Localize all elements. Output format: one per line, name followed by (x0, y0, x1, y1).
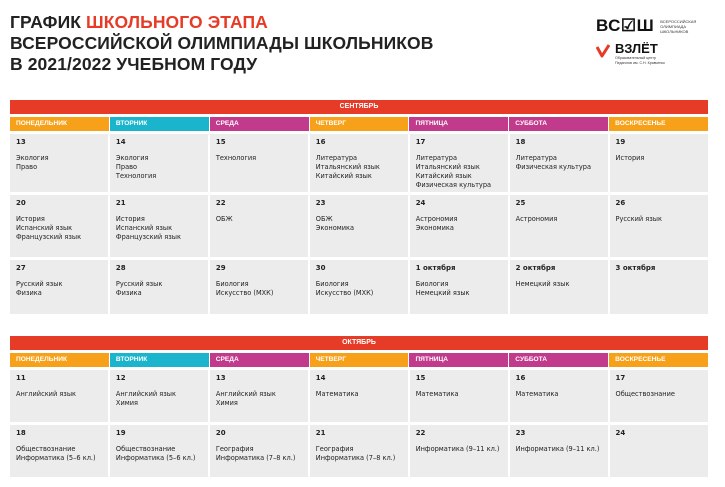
day-date: 18 (515, 138, 526, 146)
subject-item: Информатика (5–6 кл.) (115, 454, 196, 462)
weekday-label: ЧЕТВЕРГ (310, 353, 410, 367)
month-title: ОКТЯБРЬ (10, 336, 708, 350)
subject-list (216, 280, 302, 298)
subject-item: Экология (16, 154, 49, 162)
day-cell (410, 195, 508, 257)
subject-list (316, 215, 402, 233)
subject-item: ОБЖ (315, 215, 333, 223)
day-date: 24 (415, 199, 426, 207)
vzlet-logo (596, 42, 711, 65)
day-date: 12 (115, 374, 126, 382)
day-date: 3 октября (615, 264, 656, 272)
subject-list (516, 215, 602, 224)
title-prefix: ГРАФИК (10, 12, 87, 32)
day-cell (610, 370, 708, 422)
day-cell (10, 260, 108, 314)
day-cell (10, 425, 108, 477)
weekday-header (10, 117, 708, 131)
day-date: 15 (415, 374, 426, 382)
subject-item: Физическая культура (415, 181, 492, 189)
weekday-label: ВОСКРЕСЕНЬЕ (609, 353, 708, 367)
subject-item: Литература (515, 154, 557, 162)
subject-item: Итальянский язык (415, 163, 480, 171)
day-date: 22 (415, 429, 426, 437)
subject-item: Испанский язык (115, 224, 173, 232)
vsosh-logo (596, 16, 711, 36)
subject-item: Информатика (7–8 кл.) (215, 454, 296, 462)
subject-list (116, 154, 202, 181)
subject-item: Математика (515, 390, 559, 398)
day-cell (510, 195, 608, 257)
vzlet-text-line: Образовательный центр (615, 56, 656, 60)
subject-item: География (215, 445, 254, 453)
subject-item: Информатика (9–11 кл.) (515, 445, 600, 453)
subject-item: Русский язык (615, 215, 662, 223)
day-cell (310, 425, 408, 477)
subject-item: Английский язык (115, 390, 176, 398)
day-cell (210, 260, 308, 314)
subject-item: Информатика (9–11 кл.) (415, 445, 500, 453)
subject-list (416, 215, 502, 233)
day-date: 29 (215, 264, 226, 272)
subject-item: Физика (115, 289, 142, 297)
calendar-october (10, 336, 708, 477)
subject-item: Обществознание (615, 390, 675, 398)
subject-list (16, 154, 102, 172)
subject-item: Право (115, 163, 138, 171)
day-date: 2 октября (515, 264, 556, 272)
weekday-label: СРЕДА (210, 353, 310, 367)
weekday-label: ПЯТНИЦА (409, 353, 509, 367)
subject-list (116, 280, 202, 298)
day-date: 17 (615, 374, 626, 382)
subject-item: Экономика (415, 224, 454, 232)
day-cell (510, 425, 608, 477)
subject-item: Экология (115, 154, 149, 162)
weekday-label: ЧЕТВЕРГ (310, 117, 410, 131)
day-cell (410, 260, 508, 314)
subject-list (416, 445, 502, 454)
subject-item: Физика (16, 289, 42, 297)
subject-list (216, 215, 302, 224)
subject-list (416, 154, 502, 190)
weekday-label: ВТОРНИК (110, 117, 210, 131)
weekday-label: СРЕДА (210, 117, 310, 131)
subject-item: Французский язык (115, 233, 181, 241)
weekday-label: ПОНЕДЕЛЬНИК (10, 353, 110, 367)
weekday-label: СУББОТА (509, 353, 609, 367)
day-cell (210, 195, 308, 257)
subject-item: Китайский язык (415, 172, 472, 180)
month-title: СЕНТЯБРЬ (10, 100, 708, 114)
vsosh-text-line: ОЛИМПИАДА (660, 23, 687, 29)
day-cell (610, 134, 708, 192)
day-date: 19 (115, 429, 126, 437)
day-date: 11 (16, 374, 26, 382)
vzlet-check-icon (596, 44, 610, 58)
day-cell (210, 425, 308, 477)
subject-list (616, 215, 702, 224)
day-cell (510, 370, 608, 422)
day-date: 13 (16, 138, 26, 146)
subject-list (116, 445, 202, 463)
subject-item: Астрономия (415, 215, 458, 223)
day-cell (410, 425, 508, 477)
subject-item: Искусство (МХК) (315, 289, 374, 297)
subject-list (316, 445, 402, 463)
subject-item: Литература (415, 154, 458, 162)
subject-item: Английский язык (215, 390, 276, 398)
day-date: 16 (315, 138, 326, 146)
day-date: 18 (16, 429, 26, 437)
subject-item: Литература (315, 154, 358, 162)
week-row (10, 370, 708, 422)
day-cell (310, 134, 408, 192)
subject-list (16, 280, 102, 298)
subject-item: Биология (415, 280, 449, 288)
subject-list (16, 445, 102, 463)
subject-list (516, 154, 602, 172)
day-date: 14 (315, 374, 326, 382)
subject-item: Биология (215, 280, 249, 288)
day-cell (210, 134, 308, 192)
day-cell (110, 370, 208, 422)
title-line-3: В 2021/2022 УЧЕБНОМ ГОДУ (10, 54, 258, 74)
subject-item: Немецкий язык (515, 280, 570, 288)
subject-list (616, 154, 702, 163)
subject-item: Испанский язык (16, 224, 73, 232)
day-date: 14 (115, 138, 126, 146)
day-cell (10, 134, 108, 192)
week-row (10, 260, 708, 314)
day-date: 1 октября (415, 264, 456, 272)
subject-list (416, 280, 502, 298)
day-date: 26 (615, 199, 626, 207)
subject-item: Математика (315, 390, 359, 398)
subject-list (516, 445, 602, 454)
subject-item: Информатика (5–6 кл.) (16, 454, 96, 462)
subject-list (516, 280, 602, 289)
day-cell (310, 370, 408, 422)
subject-list (516, 390, 602, 399)
subject-item: Русский язык (115, 280, 163, 288)
subject-item: Информатика (7–8 кл.) (315, 454, 396, 462)
day-cell (510, 260, 608, 314)
subject-list (116, 390, 202, 408)
weekday-label: СУББОТА (509, 117, 609, 131)
day-date: 23 (315, 199, 326, 207)
weekday-header (10, 353, 708, 367)
day-cell (610, 260, 708, 314)
subject-item: Технология (215, 154, 257, 162)
weekday-label: ПОНЕДЕЛЬНИК (10, 117, 110, 131)
title-accent: ШКОЛЬНОГО ЭТАПА (86, 12, 268, 32)
day-date: 19 (615, 138, 626, 146)
subject-item: ОБЖ (215, 215, 233, 223)
day-cell (510, 134, 608, 192)
subject-item: Искусство (МХК) (215, 289, 274, 297)
subject-item: Химия (215, 399, 238, 407)
vsosh-logo-mark: ВС☑Ш (596, 16, 655, 35)
day-cell (410, 370, 508, 422)
subject-list (316, 154, 402, 181)
subject-item: Биология (315, 280, 349, 288)
vzlet-logo-text (615, 56, 665, 65)
day-cell (10, 370, 108, 422)
weekday-label: ВТОРНИК (110, 353, 210, 367)
subject-list (316, 390, 402, 399)
day-date: 23 (515, 429, 526, 437)
subject-item: Русский язык (16, 280, 63, 288)
day-date: 16 (515, 374, 526, 382)
day-cell (110, 195, 208, 257)
subject-item: Французский язык (16, 233, 82, 241)
subject-item: География (315, 445, 354, 453)
day-date: 13 (215, 374, 226, 382)
day-date: 20 (215, 429, 226, 437)
day-date: 30 (315, 264, 326, 272)
subject-item: Английский язык (16, 390, 77, 398)
day-date: 17 (415, 138, 426, 146)
subject-item: История (115, 215, 145, 223)
weekday-label: ПЯТНИЦА (409, 117, 509, 131)
day-date: 25 (515, 199, 526, 207)
subject-item: Немецкий язык (415, 289, 470, 297)
subject-item: Обществознание (115, 445, 176, 453)
page-header (10, 12, 434, 75)
logos (596, 16, 711, 65)
day-cell (110, 260, 208, 314)
day-cell (210, 370, 308, 422)
subject-list (416, 390, 502, 399)
day-cell (110, 134, 208, 192)
weekday-label: ВОСКРЕСЕНЬЕ (609, 117, 708, 131)
subject-item: Астрономия (515, 215, 558, 223)
vsosh-logo-text (660, 19, 696, 34)
title-line-2: ВСЕРОССИЙСКОЙ ОЛИМПИАДЫ ШКОЛЬНИКОВ (10, 33, 434, 53)
day-date: 21 (315, 429, 326, 437)
day-cell (310, 260, 408, 314)
subject-list (216, 390, 302, 408)
subject-list (216, 445, 302, 463)
day-date: 28 (115, 264, 126, 272)
day-date: 15 (215, 138, 226, 146)
day-cell (10, 195, 108, 257)
subject-item: Технология (115, 172, 157, 180)
calendar-september (10, 100, 708, 314)
subject-list (216, 154, 302, 163)
day-cell (310, 195, 408, 257)
vsosh-text-line: ВСЕРОССИЙСКАЯ (660, 18, 697, 24)
subject-item: Итальянский язык (315, 163, 380, 171)
subject-list (116, 215, 202, 242)
day-cell (410, 134, 508, 192)
subject-item: Право (16, 163, 38, 171)
subject-item: Обществознание (16, 445, 76, 453)
subject-list (16, 215, 102, 242)
title-line-1 (10, 12, 434, 33)
week-row (10, 195, 708, 257)
day-cell (610, 195, 708, 257)
week-row (10, 425, 708, 477)
day-date: 24 (615, 429, 626, 437)
subject-item: Китайский язык (315, 172, 372, 180)
subject-item: Химия (115, 399, 138, 407)
subject-item: Экономика (315, 224, 355, 232)
vsosh-text-line: ШКОЛЬНИКОВ (660, 28, 689, 34)
day-date: 21 (115, 199, 126, 207)
subject-list (316, 280, 402, 298)
subject-list (16, 390, 102, 399)
subject-item: Математика (415, 390, 459, 398)
day-date: 22 (215, 199, 226, 207)
subject-item: История (615, 154, 645, 162)
vzlet-text-line: Педагогов им. С.Н. Кравченко (615, 60, 665, 65)
day-date: 20 (16, 199, 26, 207)
day-date: 27 (16, 264, 26, 272)
vzlet-logo-mark: ВЗЛЁТ (615, 41, 658, 56)
day-cell (610, 425, 708, 477)
subject-item: Физическая культура (515, 163, 591, 171)
subject-list (616, 390, 702, 399)
subject-item: История (16, 215, 45, 223)
week-row (10, 134, 708, 192)
day-cell (110, 425, 208, 477)
